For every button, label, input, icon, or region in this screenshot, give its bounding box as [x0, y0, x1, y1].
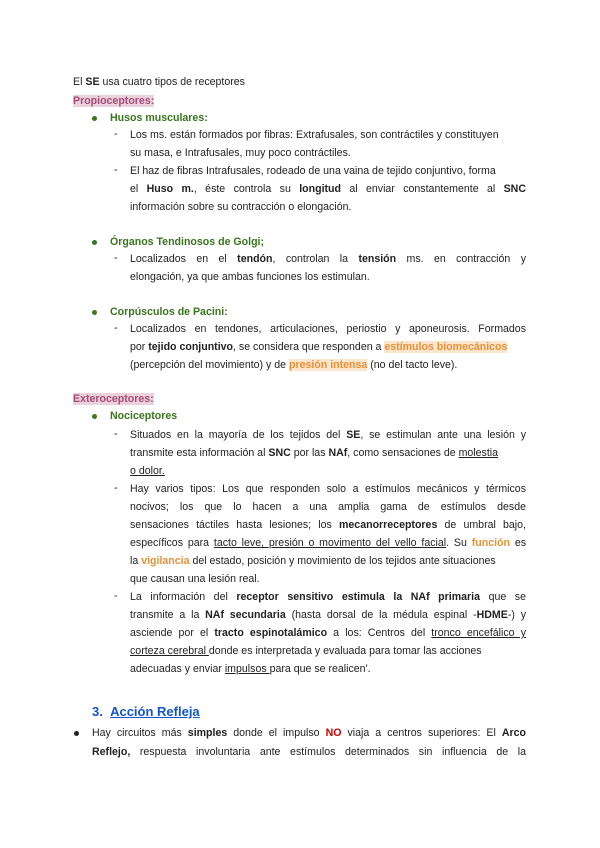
exteroceptores-heading: Exteroceptores:: [73, 393, 154, 405]
noci-b-line2: nocivos; los que lo hacen a una amplia gama de estímulos desde: [130, 501, 526, 513]
noci-c-line1: La información del receptor sensitivo estimula la NAf primaria que se: [130, 591, 526, 603]
husos-item2-line2: el Huso m., éste controla su longitud al enviar constantemente al SNC: [130, 183, 526, 195]
husos-item2-line1: El haz de fibras Intrafusales, rodeado de una vaina de tejido conjuntivo, forma: [130, 165, 496, 177]
noci-c-line2: transmite a la NAf secundaria (hasta dorsal de la médula espinal -HDME-) y: [130, 609, 526, 621]
husos-item1-line2: su masa, e Intrafusales, muy poco contráctiles.: [130, 147, 351, 159]
bullet-icon: [92, 414, 97, 419]
noci-c-line3: asciende por el tracto espinotalámico a los: Centros del tronco encefálico y: [130, 627, 526, 639]
intro-line: El SE usa cuatro tipos de receptores: [73, 76, 245, 88]
section3-line1: Hay circuitos más simples donde el impulso NO viaja a centros superiores: El Arco: [92, 727, 527, 739]
husos-title: Husos musculares:: [110, 112, 208, 124]
section3-line2: Reflejo, respuesta involuntaria ante estímulos determinados sin influencia de la: [92, 746, 526, 758]
section-heading: 3. Acción Refleja: [92, 704, 200, 719]
pacini-line2: por tejido conjuntivo, se considera que responden a estímulos biomecánicos: [130, 341, 508, 353]
bullet-icon: [92, 310, 97, 315]
bullet-icon: [92, 116, 97, 121]
noci-a-line3: o dolor.: [130, 465, 165, 477]
dash-icon: -: [114, 322, 118, 334]
bullet-icon: [74, 731, 79, 736]
noci-b-line6: que causan una lesión real.: [130, 573, 260, 585]
bullet-icon: [92, 240, 97, 245]
noci-b-line3: sensaciones táctiles hasta lesiones; los mecanorreceptores de umbral bajo,: [130, 519, 526, 531]
noci-c-line4: corteza cerebral donde es interpretada y evaluada para tomar las acciones: [130, 645, 482, 657]
pacini-title: Corpúsculos de Pacini:: [110, 306, 228, 318]
dash-icon: -: [114, 252, 118, 264]
noci-b-line1: Hay varios tipos: Los que responden solo a estímulos mecánicos y térmicos: [130, 483, 526, 495]
husos-item1-line1: Los ms. están formados por fibras: Extrafusales, son contráctiles y constituyen: [130, 129, 499, 141]
dash-icon: -: [114, 590, 118, 602]
noci-a-line2: transmite esta información al SNC por las NAf, como sensaciones de molestia: [130, 447, 499, 459]
golgi-line2: elongación, ya que ambas funciones los estimulan.: [130, 271, 370, 283]
pacini-line1: Localizados en tendones, articulaciones, periostio y aponeurosis. Formados: [130, 323, 526, 335]
golgi-line1: Localizados en el tendón, controlan la tensión ms. en contracción y: [130, 253, 527, 265]
pacini-line3: (percepción del movimiento) y de presión intensa (no del tacto leve).: [130, 359, 458, 371]
dash-icon: -: [114, 482, 118, 494]
dash-icon: -: [114, 428, 118, 440]
dash-icon: -: [114, 164, 118, 176]
golgi-title: Órganos Tendinosos de Golgi;: [110, 236, 265, 248]
noci-c-line5: adecuadas y enviar impulsos para que se realicen'.: [130, 663, 371, 675]
dash-icon: -: [114, 128, 118, 140]
noci-b-line4: específicos para tacto leve, presión o movimento del vello facial. Su función es: [130, 537, 527, 549]
noci-a-line1: Situados en la mayoría de los tejidos del SE, se estimulan ante una lesión y: [130, 429, 526, 441]
noci-b-line5: la vigilancia del estado, posición y movimiento de los tejidos ante situaciones: [130, 555, 496, 567]
husos-item2-line3: información sobre su contracción o elongación.: [130, 201, 352, 213]
nociceptores-title: Nociceptores: [110, 410, 178, 422]
propioceptores-heading: Propioceptores:: [73, 95, 155, 107]
